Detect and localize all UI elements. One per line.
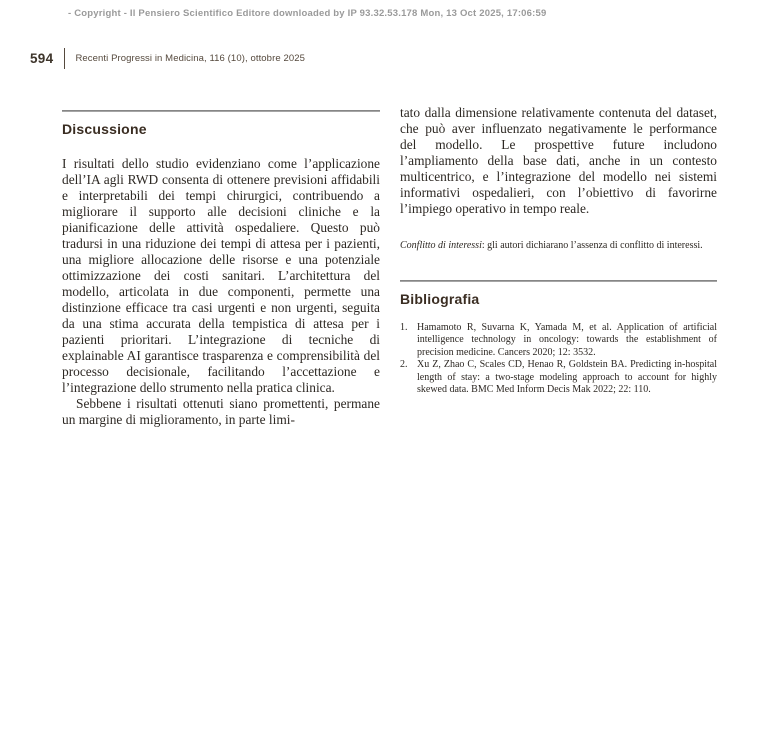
discussion-paragraph-continued: tato dalla dimensione relativamente contenuta del dataset, che può aver influenzato negativamente le performance del modello. Le prospettive future includono l’ampliamento della base dati, anche in un contesto multicentrico, e l’integrazione del modello nei sistemi informativi ospedalieri, con l’obiettivo di favorirne l’impiego operativo in tempo reale.: [400, 105, 717, 216]
reference-item-2: [400, 359, 717, 397]
journal-citation: Recenti Progressi in Medicina, 116 (10), ottobre 2025: [75, 52, 305, 64]
conflict-of-interest-label: Conflitto di interessi: [400, 240, 482, 251]
section-heading-discussione: Discussione: [62, 121, 147, 137]
reference-list: [400, 322, 717, 398]
conflict-of-interest-note: [400, 240, 717, 253]
section-heading-bibliografia: Bibliografia: [400, 290, 480, 307]
discussion-paragraph-2: Sebbene i risultati ottenuti siano promettenti, permane un margine di miglioramento, in parte limi-: [62, 396, 380, 427]
copyright-line: - Copyright - Il Pensiero Scientifico Editore downloaded by IP 93.32.53.178 Mon, 13 Oct 2025, 17:06:59: [68, 8, 547, 19]
running-head: [30, 46, 305, 70]
reference-number: 2.: [400, 359, 408, 371]
reference-text: Hamamoto R, Suvarna K, Yamada M, et al. Application of artificial intelligence technology in oncology: towards the establishment of precision medicine. Cancers 2020; 12: 3532.: [417, 321, 717, 358]
reference-text: Xu Z, Zhao C, Scales CD, Henao R, Goldstein BA. Predicting in-hospital length of stay: a two-stage modeling approach to account for highly skewed data. BMC Med Inform Decis Mak 2022; 22: 110.: [417, 359, 717, 396]
reference-number: 1.: [400, 321, 408, 333]
page-number: 594: [30, 50, 54, 66]
conflict-of-interest-text: : gli autori dichiarano l’assenza di conflitto di interessi.: [481, 240, 703, 251]
left-column: [62, 110, 380, 428]
bibliography-section-rule: [400, 280, 717, 282]
discussion-paragraph-1: I risultati dello studio evidenziano come l’applicazione dell’IA agli RWD consenta di ottenere previsioni affidabili e interpretabili dei tempi chirurgici, contribuendo a migliorare il supporto alle decisioni cliniche e la pianificazione delle attività ospedaliere. Questo può tradursi in una riduzione dei tempi di attesa per i pazienti, una migliore allocazione delle risorse e una potenziale ottimizzazione dei costi sanitari. L’architettura del modello, articolata in due componenti, permette una distinzione efficace tra casi urgenti e non urgenti, seguita da una stima accurata della tempistica di attesa per i pazienti prioritari. L’integrazione di tecniche di explainable AI garantisce trasparenza e comprensibilità del processo decisionale, facilitando l’accettazione e l’integrazione dello strumento nella pratica clinica.: [62, 156, 380, 395]
header-divider: [64, 48, 65, 69]
reference-item-1: [400, 322, 717, 360]
right-column: [400, 105, 717, 397]
discussion-section-rule: [62, 110, 380, 112]
